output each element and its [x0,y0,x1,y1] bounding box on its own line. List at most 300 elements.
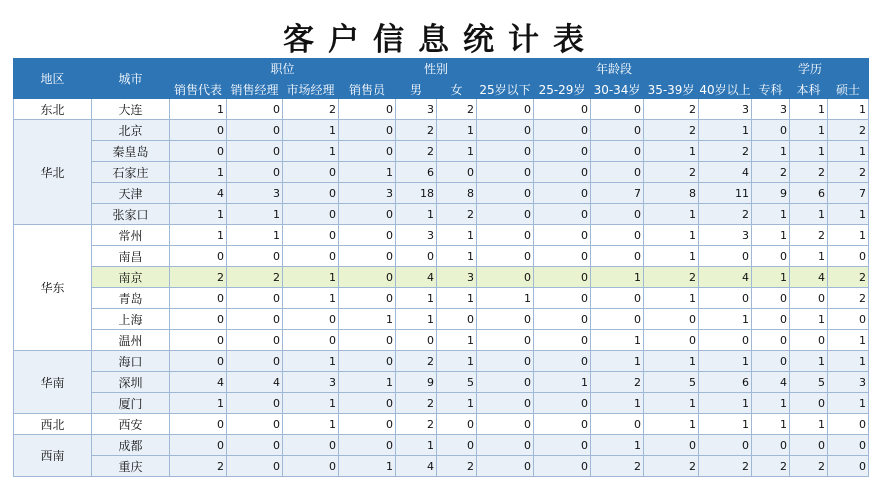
value-cell[interactable]: 2 [699,204,752,225]
value-cell[interactable]: 0 [591,225,644,246]
table-row [14,141,869,162]
region-cell[interactable]: 华北 [14,120,92,225]
value-cell[interactable]: 4 [752,372,790,393]
value-cell[interactable]: 0 [339,351,396,372]
value-cell[interactable]: 0 [339,393,396,414]
header-city[interactable]: 城市 [92,59,170,99]
value-cell[interactable]: 1 [283,120,339,141]
city-cell[interactable]: 天津 [92,183,170,204]
value-cell[interactable]: 3 [699,99,752,120]
value-cell[interactable]: 1 [437,120,477,141]
city-cell[interactable]: 南京 [92,267,170,288]
header-group-age[interactable]: 年龄段 [477,59,752,79]
value-cell[interactable]: 0 [752,120,790,141]
value-cell[interactable]: 0 [477,267,534,288]
value-cell[interactable]: 0 [227,141,283,162]
value-cell[interactable]: 0 [534,120,591,141]
value-cell[interactable]: 1 [534,372,591,393]
header-col[interactable]: 女 [437,79,477,99]
value-cell[interactable]: 0 [534,456,591,477]
value-cell[interactable]: 1 [644,141,699,162]
value-cell[interactable]: 1 [644,414,699,435]
value-cell[interactable]: 6 [790,183,828,204]
value-cell[interactable]: 0 [283,456,339,477]
value-cell[interactable]: 8 [437,183,477,204]
region-cell[interactable]: 华南 [14,351,92,414]
value-cell[interactable]: 0 [339,141,396,162]
value-cell[interactable]: 0 [752,288,790,309]
value-cell[interactable]: 0 [283,309,339,330]
region-cell[interactable]: 西北 [14,414,92,435]
value-cell[interactable]: 0 [477,204,534,225]
value-cell[interactable]: 1 [644,351,699,372]
header-group-edu[interactable]: 学历 [752,59,869,79]
value-cell[interactable]: 1 [790,246,828,267]
value-cell[interactable]: 0 [477,99,534,120]
city-cell[interactable]: 西安 [92,414,170,435]
value-cell[interactable]: 0 [396,246,437,267]
value-cell[interactable]: 1 [591,330,644,351]
value-cell[interactable]: 1 [752,225,790,246]
header-col[interactable]: 市场经理 [283,79,339,99]
value-cell[interactable]: 2 [396,414,437,435]
header-col[interactable]: 销售员 [339,79,396,99]
value-cell[interactable]: 0 [477,120,534,141]
value-cell[interactable]: 3 [396,99,437,120]
value-cell[interactable]: 0 [591,162,644,183]
value-cell[interactable]: 0 [790,330,828,351]
value-cell[interactable]: 0 [437,309,477,330]
value-cell[interactable]: 4 [396,456,437,477]
value-cell[interactable]: 9 [396,372,437,393]
value-cell[interactable]: 0 [227,309,283,330]
value-cell[interactable]: 2 [437,99,477,120]
value-cell[interactable]: 0 [828,246,869,267]
value-cell[interactable]: 0 [170,309,227,330]
value-cell[interactable]: 1 [437,393,477,414]
value-cell[interactable]: 0 [227,162,283,183]
value-cell[interactable]: 0 [477,225,534,246]
value-cell[interactable]: 1 [437,330,477,351]
value-cell[interactable]: 0 [828,309,869,330]
value-cell[interactable]: 2 [227,267,283,288]
value-cell[interactable]: 1 [396,435,437,456]
value-cell[interactable]: 1 [283,141,339,162]
value-cell[interactable]: 1 [790,141,828,162]
value-cell[interactable]: 0 [339,330,396,351]
value-cell[interactable]: 0 [534,393,591,414]
value-cell[interactable]: 2 [790,225,828,246]
value-cell[interactable]: 1 [790,204,828,225]
value-cell[interactable]: 1 [828,351,869,372]
value-cell[interactable]: 0 [227,393,283,414]
value-cell[interactable]: 9 [752,183,790,204]
value-cell[interactable]: 0 [283,183,339,204]
value-cell[interactable]: 2 [790,162,828,183]
value-cell[interactable]: 0 [591,99,644,120]
value-cell[interactable]: 2 [591,372,644,393]
value-cell[interactable]: 4 [790,267,828,288]
value-cell[interactable]: 3 [339,183,396,204]
value-cell[interactable]: 1 [699,309,752,330]
value-cell[interactable]: 4 [699,267,752,288]
value-cell[interactable]: 2 [644,120,699,141]
value-cell[interactable]: 0 [591,141,644,162]
value-cell[interactable]: 2 [396,141,437,162]
value-cell[interactable]: 4 [699,162,752,183]
value-cell[interactable]: 0 [339,225,396,246]
value-cell[interactable]: 0 [644,309,699,330]
value-cell[interactable]: 0 [699,288,752,309]
value-cell[interactable]: 0 [170,435,227,456]
city-cell[interactable]: 南昌 [92,246,170,267]
value-cell[interactable]: 4 [396,267,437,288]
value-cell[interactable]: 1 [283,288,339,309]
value-cell[interactable]: 0 [591,204,644,225]
value-cell[interactable]: 1 [591,267,644,288]
value-cell[interactable]: 0 [752,435,790,456]
value-cell[interactable]: 0 [534,414,591,435]
value-cell[interactable]: 3 [699,225,752,246]
value-cell[interactable]: 0 [477,183,534,204]
value-cell[interactable]: 1 [339,309,396,330]
value-cell[interactable]: 1 [591,435,644,456]
value-cell[interactable]: 6 [699,372,752,393]
value-cell[interactable]: 2 [699,456,752,477]
value-cell[interactable]: 1 [644,225,699,246]
value-cell[interactable]: 11 [699,183,752,204]
value-cell[interactable]: 0 [477,435,534,456]
value-cell[interactable]: 1 [477,288,534,309]
value-cell[interactable]: 1 [752,204,790,225]
value-cell[interactable]: 0 [227,99,283,120]
value-cell[interactable]: 0 [227,120,283,141]
value-cell[interactable]: 2 [828,120,869,141]
value-cell[interactable]: 1 [170,225,227,246]
value-cell[interactable]: 1 [396,288,437,309]
value-cell[interactable]: 0 [477,309,534,330]
value-cell[interactable]: 1 [828,204,869,225]
header-col[interactable]: 本科 [790,79,828,99]
value-cell[interactable]: 1 [828,225,869,246]
value-cell[interactable]: 2 [752,456,790,477]
value-cell[interactable]: 0 [591,309,644,330]
value-cell[interactable]: 0 [644,435,699,456]
value-cell[interactable]: 0 [752,246,790,267]
value-cell[interactable]: 7 [828,183,869,204]
value-cell[interactable]: 3 [283,372,339,393]
value-cell[interactable]: 3 [227,183,283,204]
value-cell[interactable]: 0 [477,246,534,267]
city-cell[interactable]: 上海 [92,309,170,330]
value-cell[interactable]: 4 [227,372,283,393]
value-cell[interactable]: 0 [339,414,396,435]
value-cell[interactable]: 2 [644,162,699,183]
value-cell[interactable]: 1 [283,393,339,414]
table-row [14,267,869,288]
value-cell[interactable]: 0 [591,120,644,141]
value-cell[interactable]: 1 [790,99,828,120]
value-cell[interactable]: 2 [437,456,477,477]
value-cell[interactable]: 0 [396,330,437,351]
value-cell[interactable]: 5 [790,372,828,393]
value-cell[interactable]: 1 [699,120,752,141]
value-cell[interactable]: 0 [283,204,339,225]
value-cell[interactable]: 1 [699,393,752,414]
header-col[interactable]: 男 [396,79,437,99]
value-cell[interactable]: 0 [477,141,534,162]
value-cell[interactable]: 0 [170,288,227,309]
value-cell[interactable]: 1 [227,225,283,246]
value-cell[interactable]: 2 [699,141,752,162]
value-cell[interactable]: 0 [699,246,752,267]
value-cell[interactable]: 2 [591,456,644,477]
value-cell[interactable]: 1 [283,351,339,372]
value-cell[interactable]: 1 [227,204,283,225]
header-col[interactable]: 销售代表 [170,79,227,99]
value-cell[interactable]: 1 [644,204,699,225]
value-cell[interactable]: 0 [477,330,534,351]
value-cell[interactable]: 0 [477,414,534,435]
value-cell[interactable]: 0 [591,288,644,309]
value-cell[interactable]: 1 [699,351,752,372]
value-cell[interactable]: 2 [170,456,227,477]
value-cell[interactable]: 0 [477,372,534,393]
value-cell[interactable]: 0 [752,351,790,372]
value-cell[interactable]: 1 [790,414,828,435]
value-cell[interactable]: 3 [437,267,477,288]
value-cell[interactable]: 0 [534,246,591,267]
value-cell[interactable]: 4 [170,372,227,393]
header-col[interactable]: 硕士 [828,79,869,99]
value-cell[interactable]: 0 [170,141,227,162]
city-cell[interactable]: 海口 [92,351,170,372]
value-cell[interactable]: 0 [534,183,591,204]
value-cell[interactable]: 0 [227,351,283,372]
value-cell[interactable]: 0 [534,309,591,330]
value-cell[interactable]: 1 [790,351,828,372]
header-col[interactable]: 25岁以下 [477,79,534,99]
value-cell[interactable]: 1 [339,456,396,477]
value-cell[interactable]: 6 [396,162,437,183]
value-cell[interactable]: 5 [644,372,699,393]
header-group-gender[interactable]: 性别 [396,59,477,79]
value-cell[interactable]: 0 [170,351,227,372]
region-cell[interactable]: 东北 [14,99,92,120]
value-cell[interactable]: 0 [283,225,339,246]
value-cell[interactable]: 0 [644,330,699,351]
value-cell[interactable]: 1 [339,162,396,183]
value-cell[interactable]: 2 [437,204,477,225]
value-cell[interactable]: 0 [339,120,396,141]
value-cell[interactable]: 1 [644,288,699,309]
value-cell[interactable]: 1 [591,351,644,372]
value-cell[interactable]: 0 [283,330,339,351]
value-cell[interactable]: 7 [591,183,644,204]
value-cell[interactable]: 1 [170,99,227,120]
value-cell[interactable]: 1 [396,309,437,330]
city-cell[interactable]: 张家口 [92,204,170,225]
city-cell[interactable]: 大连 [92,99,170,120]
value-cell[interactable]: 1 [752,414,790,435]
value-cell[interactable]: 0 [752,309,790,330]
value-cell[interactable]: 0 [283,162,339,183]
value-cell[interactable]: 1 [828,141,869,162]
value-cell[interactable]: 0 [534,99,591,120]
value-cell[interactable]: 2 [283,99,339,120]
value-cell[interactable]: 0 [437,162,477,183]
value-cell[interactable]: 1 [790,120,828,141]
value-cell[interactable]: 0 [339,435,396,456]
header-col[interactable]: 销售经理 [227,79,283,99]
value-cell[interactable]: 1 [437,141,477,162]
value-cell[interactable]: 1 [752,267,790,288]
value-cell[interactable]: 0 [752,330,790,351]
value-cell[interactable]: 2 [396,393,437,414]
value-cell[interactable]: 0 [170,330,227,351]
value-cell[interactable]: 0 [339,204,396,225]
value-cell[interactable]: 1 [752,141,790,162]
value-cell[interactable]: 0 [699,435,752,456]
value-cell[interactable]: 0 [477,351,534,372]
value-cell[interactable]: 1 [170,204,227,225]
value-cell[interactable]: 0 [534,435,591,456]
value-cell[interactable]: 0 [828,456,869,477]
value-cell[interactable]: 2 [828,162,869,183]
value-cell[interactable]: 1 [396,204,437,225]
header-group-position[interactable]: 职位 [170,59,396,79]
header-col[interactable]: 25-29岁 [534,79,591,99]
value-cell[interactable]: 0 [534,225,591,246]
value-cell[interactable]: 0 [699,330,752,351]
value-cell[interactable]: 0 [534,204,591,225]
value-cell[interactable]: 1 [170,162,227,183]
value-cell[interactable]: 1 [644,246,699,267]
value-cell[interactable]: 3 [396,225,437,246]
header-col[interactable]: 专科 [752,79,790,99]
value-cell[interactable]: 0 [477,456,534,477]
value-cell[interactable]: 0 [534,141,591,162]
city-cell[interactable]: 秦皇岛 [92,141,170,162]
value-cell[interactable]: 0 [591,414,644,435]
value-cell[interactable]: 0 [477,162,534,183]
value-cell[interactable]: 0 [170,120,227,141]
value-cell[interactable]: 2 [644,456,699,477]
value-cell[interactable]: 0 [170,414,227,435]
value-cell[interactable]: 2 [828,288,869,309]
header-col[interactable]: 40岁以上 [699,79,752,99]
value-cell[interactable]: 4 [170,183,227,204]
value-cell[interactable]: 2 [396,351,437,372]
city-cell[interactable]: 厦门 [92,393,170,414]
value-cell[interactable]: 0 [437,435,477,456]
value-cell[interactable]: 5 [437,372,477,393]
value-cell[interactable]: 0 [283,246,339,267]
city-cell[interactable]: 常州 [92,225,170,246]
value-cell[interactable]: 0 [534,288,591,309]
value-cell[interactable]: 1 [170,393,227,414]
value-cell[interactable]: 0 [227,435,283,456]
value-cell[interactable]: 3 [828,372,869,393]
value-cell[interactable]: 1 [828,330,869,351]
value-cell[interactable]: 0 [339,99,396,120]
value-cell[interactable]: 2 [752,162,790,183]
value-cell[interactable]: 2 [790,456,828,477]
value-cell[interactable]: 0 [339,288,396,309]
value-cell[interactable]: 0 [227,246,283,267]
value-cell[interactable]: 1 [437,288,477,309]
table-row [14,246,869,267]
header-col[interactable]: 35-39岁 [644,79,699,99]
value-cell[interactable]: 0 [227,288,283,309]
value-cell[interactable]: 1 [790,309,828,330]
value-cell[interactable]: 1 [437,246,477,267]
value-cell[interactable]: 0 [534,162,591,183]
value-cell[interactable]: 2 [828,267,869,288]
value-cell[interactable]: 2 [644,267,699,288]
value-cell[interactable]: 0 [790,435,828,456]
city-cell[interactable]: 青岛 [92,288,170,309]
value-cell[interactable]: 0 [437,414,477,435]
city-cell[interactable]: 重庆 [92,456,170,477]
value-cell[interactable]: 0 [534,267,591,288]
value-cell[interactable]: 0 [534,351,591,372]
value-cell[interactable]: 0 [828,435,869,456]
city-cell[interactable]: 石家庄 [92,162,170,183]
value-cell[interactable]: 1 [828,393,869,414]
value-cell[interactable]: 0 [227,330,283,351]
value-cell[interactable]: 0 [227,414,283,435]
value-cell[interactable]: 0 [227,456,283,477]
region-cell[interactable]: 西南 [14,435,92,477]
value-cell[interactable]: 0 [790,288,828,309]
value-cell[interactable]: 1 [752,393,790,414]
value-cell[interactable]: 1 [644,393,699,414]
value-cell[interactable]: 2 [396,120,437,141]
value-cell[interactable]: 0 [339,246,396,267]
value-cell[interactable]: 18 [396,183,437,204]
value-cell[interactable]: 1 [339,372,396,393]
value-cell[interactable]: 1 [828,99,869,120]
table-row [14,393,869,414]
value-cell[interactable]: 0 [477,393,534,414]
header-col[interactable]: 30-34岁 [591,79,644,99]
city-cell[interactable]: 成都 [92,435,170,456]
value-cell[interactable]: 1 [437,351,477,372]
city-cell[interactable]: 深圳 [92,372,170,393]
value-cell[interactable]: 0 [170,246,227,267]
city-cell[interactable]: 温州 [92,330,170,351]
value-cell[interactable]: 1 [283,414,339,435]
value-cell[interactable]: 0 [828,414,869,435]
value-cell[interactable]: 2 [644,99,699,120]
value-cell[interactable]: 0 [591,246,644,267]
value-cell[interactable]: 0 [339,267,396,288]
value-cell[interactable]: 0 [790,393,828,414]
value-cell[interactable]: 8 [644,183,699,204]
value-cell[interactable]: 1 [699,414,752,435]
value-cell[interactable]: 1 [283,267,339,288]
value-cell[interactable]: 3 [752,99,790,120]
value-cell[interactable]: 1 [437,225,477,246]
value-cell[interactable]: 0 [534,330,591,351]
value-cell[interactable]: 2 [170,267,227,288]
value-cell[interactable]: 0 [283,435,339,456]
city-cell[interactable]: 北京 [92,120,170,141]
value-cell[interactable]: 1 [591,393,644,414]
header-region[interactable]: 地区 [14,59,92,99]
region-cell[interactable]: 华东 [14,225,92,351]
